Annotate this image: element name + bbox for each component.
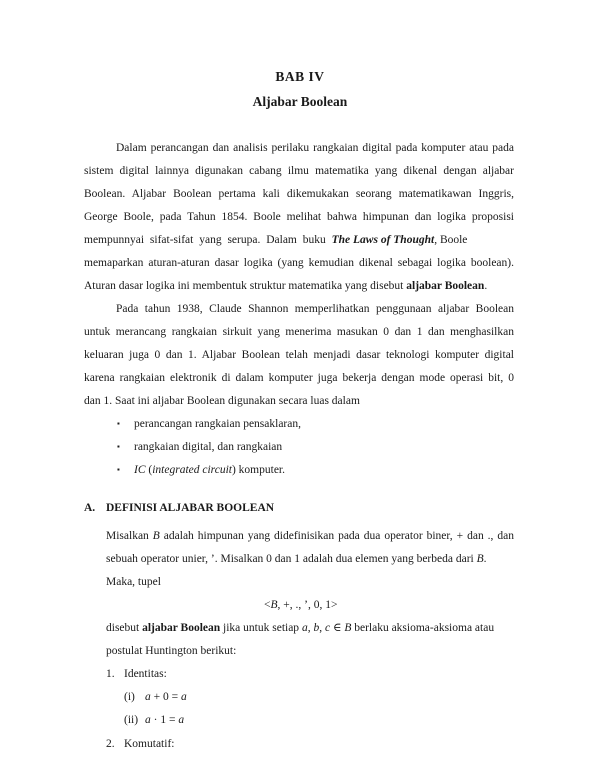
list-label-identitas: Identitas: [124, 668, 167, 680]
def-line-1-a: Misalkan [106, 530, 153, 542]
var-a: a [178, 714, 185, 726]
para2-line-4: karena rangkaian elektronik di dalam komputer juga bekerja dengan mode operasi bit, 0 [84, 372, 514, 384]
bullet-marker: ▪ [117, 442, 120, 451]
var-a: a [145, 691, 151, 703]
var-a: a [301, 622, 308, 634]
bullet-item-3-end: ) komputer. [231, 464, 285, 476]
item-ii-label: (ii) [124, 714, 139, 726]
var-a: a [145, 714, 151, 726]
def-line-1 [106, 529, 514, 543]
para2-line-1: Pada tahun 1938, Claude Shannon memperlihatkan penggunaan aljabar Boolean [116, 303, 514, 315]
chapter-subtitle: Aljabar Boolean [252, 94, 348, 109]
para1-line-6: memaparkan aturan-aturan dasar logika (yang kemudian dikenal sebagai logika boolean). [84, 257, 514, 269]
para1-line-7-end: . [484, 280, 488, 292]
var-b: B [270, 599, 278, 611]
para1-line-1: Dalam perancangan dan analisis perilaku rangkaian digital pada komputer atau pada [116, 142, 514, 154]
var-a: a [180, 691, 187, 703]
term-aljabar-boolean: aljabar Boolean [406, 280, 485, 292]
comma: , [307, 622, 314, 634]
para1-line-7-text: Aturan dasar logika ini membentuk struktur matematika yang disebut [84, 280, 407, 292]
para2-line-5: dan 1. Saat ini aljabar Boolean digunakan secara luas dalam [84, 395, 360, 407]
bullet-item-3 [134, 463, 285, 477]
term-integrated-circuit: integrated circuit [152, 464, 232, 476]
def-line-4-a: disebut [106, 622, 143, 634]
tuple [264, 598, 337, 612]
def-line-3: Maka, tupel [106, 576, 161, 588]
item-i-expr [145, 690, 187, 704]
def-line-4-k: berlaku aksioma-aksioma atau [351, 622, 495, 634]
para1-line-5 [84, 233, 514, 247]
var-b: B [476, 553, 484, 565]
def-line-2 [106, 552, 514, 566]
var-b-lower: b [313, 622, 320, 634]
def-line-2-c: . [483, 553, 487, 565]
section-a-title: DEFINISI ALJABAR BOOLEAN [106, 502, 275, 514]
book-title: The Laws of Thought [331, 234, 435, 246]
para1-line-5-end: , Boole [434, 234, 468, 246]
def-line-2-a: sebuah operator unier, ’. Misalkan 0 dan 1 adalah dua elemen yang berbeda dari [106, 553, 477, 565]
bullet-item-2: rangkaian digital, dan rangkaian [134, 441, 283, 453]
section-a-label: A. [84, 502, 96, 514]
var-c: c [324, 622, 331, 634]
para1-line-3: Boolean. Aljabar Boolean pertama kali dikemukakan seorang matematikawan Inggris, [84, 188, 514, 200]
term-aljabar-boolean: aljabar Boolean [142, 622, 221, 634]
para1-line-2: sistem digital lainnya digunakan cabang ilmu matematika yang dikenal dengan aljabar [84, 165, 514, 177]
para1-line-7 [84, 279, 487, 293]
def-line-1-c: adalah himpunan yang didefinisikan pada dua operator biner, + dan ., dan [159, 530, 514, 542]
expr-mid: + 0 = [150, 691, 181, 703]
bullet-item-1: perancangan rangkaian pensaklaran, [134, 418, 301, 430]
chapter-title: BAB IV [275, 69, 325, 84]
para2-line-3: keluaran juga 0 dan 1. Aljabar Boolean telah menjadi dasar teknologi komputer digital [84, 349, 514, 361]
var-b: B [344, 622, 352, 634]
para1-line-4: George Boole, pada Tahun 1854. Boole melihat bahwa himpunan dan logika proposisi [84, 211, 514, 223]
para1-line-5-text: mempunnyai sifat-sifat yang serupa. Dalam buku [84, 234, 332, 246]
element-of-symbol: ∈ [330, 622, 345, 634]
tuple-open: < [264, 599, 271, 611]
para2-line-2: untuk merancang rangkaian sirkuit yang menerima masukan 0 dan 1 dan menghasilkan [84, 326, 514, 338]
def-line-4-c: jika untuk setiap [220, 622, 302, 634]
expr-mid: · 1 = [150, 714, 179, 726]
bullet-item-3-text: ( [145, 464, 153, 476]
tuple-rest: , +, ., ’, 0, 1> [277, 599, 338, 611]
def-line-4 [106, 621, 494, 635]
term-ic: IC [134, 464, 146, 476]
bullet-marker: ▪ [117, 419, 120, 428]
list-number-1: 1. [106, 668, 115, 680]
list-label-komutatif: Komutatif: [124, 738, 175, 750]
item-ii-expr [145, 713, 184, 727]
list-number-2: 2. [106, 738, 115, 750]
item-i-label: (i) [124, 691, 135, 703]
var-b: B [152, 530, 160, 542]
def-line-5: postulat Huntington berikut: [106, 645, 237, 657]
bullet-marker: ▪ [117, 465, 120, 474]
comma: , [319, 622, 325, 634]
